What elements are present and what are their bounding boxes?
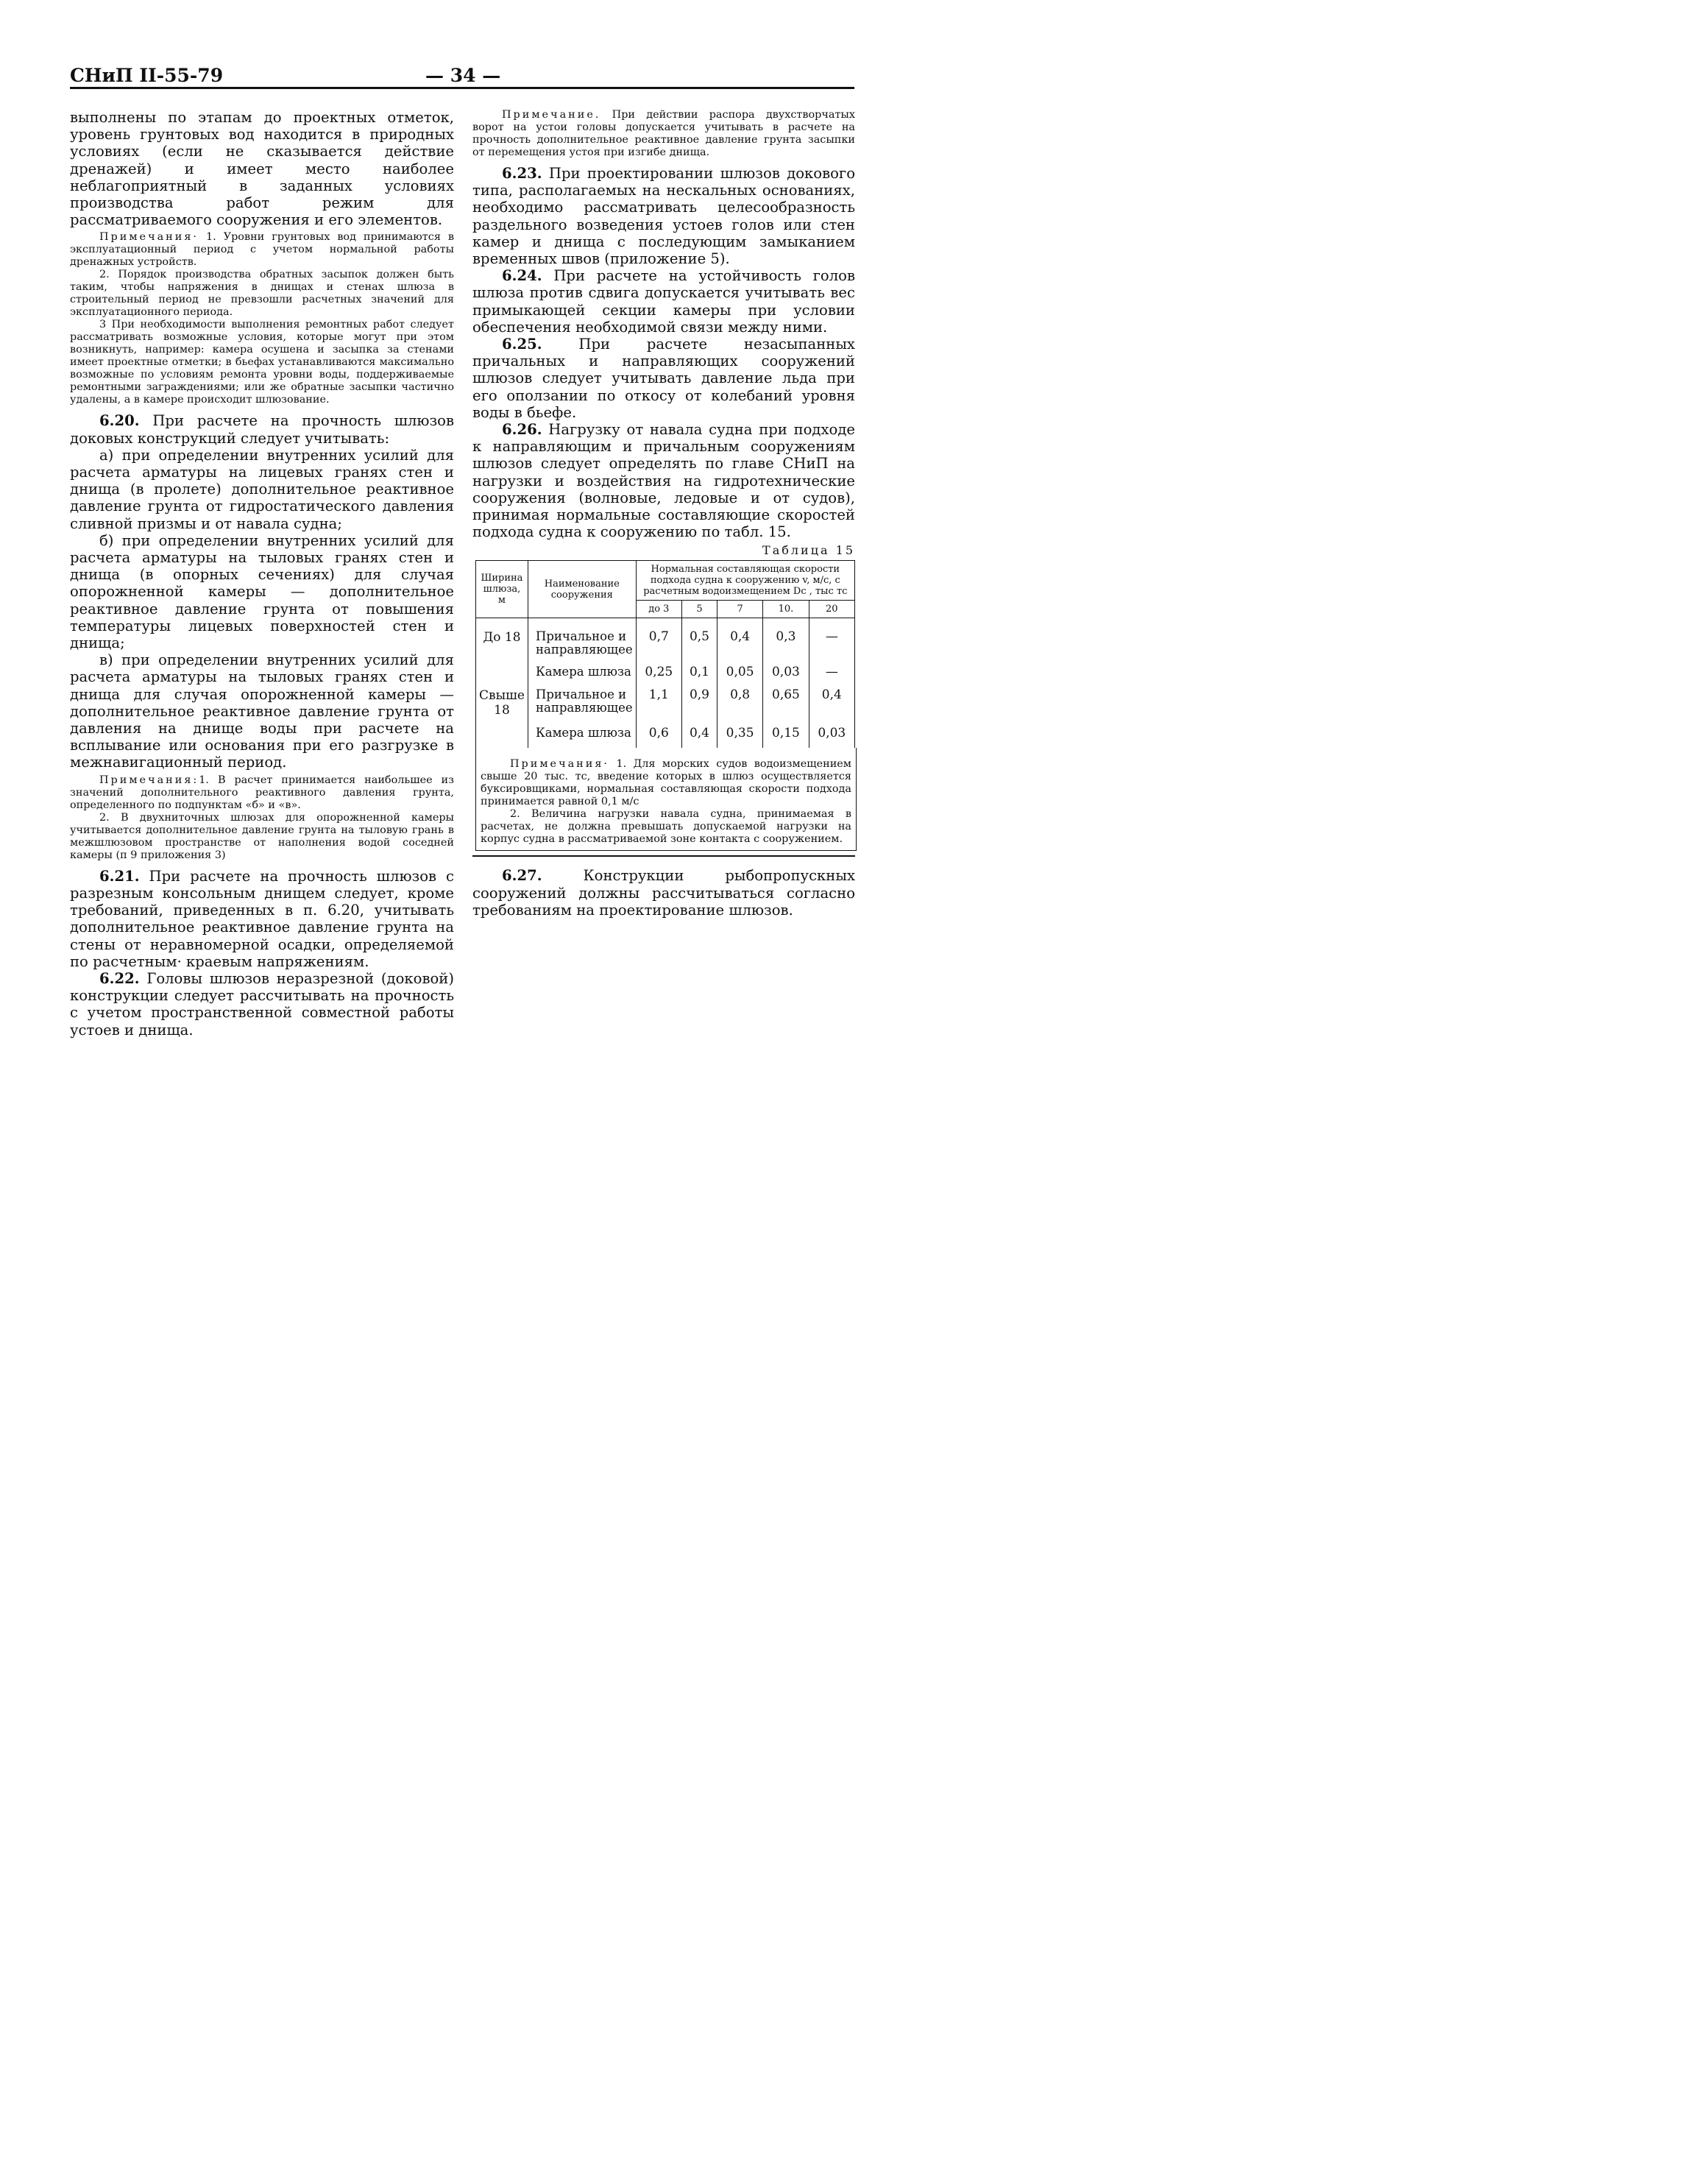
notes-block-1-item-3: 3 При необходимости выполнения ремонтных работ следует рассматривать возможные условия, которые могут при этом возникнуть, например: камера осушена и засыпка за стенами имеет проектные отметки; в бьефах устанавливаются максимально возможные по условиям ремонта уровни воды, поддерживаемые ремонтными заграждениями; или же обратные засыпки частично удалены, а в камере происходит шлюзование. <box>70 319 454 406</box>
doc-code: СНиП II-55-79 <box>70 65 224 86</box>
clause-text: При расчете на прочность шлюзов с разрезным консольным днищем следует, кроме требований, приведенных в п. 6.20, учитывать дополнительное реактивное давление грунта на стены от неравномерной осадки, определяемой по расчетным· краевым напряжениям. <box>70 867 455 970</box>
table-caption: Таблица 15 <box>762 543 855 558</box>
clause-text: При проектировании шлюзов докового типа, располагаемых на нескальных основаниях, необходимо рассматривать целесообразность раздельного возведения устоев голов или стен камер и днища с последующим замыканием временных швов (приложение 5). <box>472 165 855 268</box>
cell-value: 0,3 <box>763 618 809 662</box>
clause-number: 6.24. <box>502 267 542 285</box>
table-row <box>476 618 855 662</box>
header-speed: Нормальная составляющая скорости подхода судна к сооружению v, м/с, с расчетным водоизмещением Dc , тыс тс <box>636 561 854 601</box>
cell-value: — <box>809 618 854 662</box>
clause-text: Нагрузку от навала судна при подходе к направляющим и причальным сооружениям шлюзов следует определять по главе СНиП на нагрузки и воздействия на гидротехнические сооружения (волновые, ледовые и от судов), принимая нормальные составляющие скоростей подхода судна к сооружению по табл. 15. <box>472 421 855 541</box>
notes-label: Примечания· <box>510 758 609 771</box>
cell-name: Камера шлюза <box>528 661 636 684</box>
notes-block-1-item-1 <box>70 231 454 269</box>
clause-number: 6.21. <box>99 867 140 885</box>
table-bottom-rule <box>472 855 855 857</box>
cell-value: — <box>809 661 854 684</box>
header-width: Ширина шлюза, м <box>476 561 528 618</box>
cell-value: 0,4 <box>717 618 762 662</box>
clause-6-26 <box>472 421 855 540</box>
cell-value: 0,03 <box>763 661 809 684</box>
document-page <box>0 0 913 1154</box>
cell-value: 0,4 <box>809 684 854 722</box>
clause-6-20-b: б) при определении внутренних усилий для расчета арматуры на тыловых гранях стен и днища (в опорных сечениях) для случая опорожненной камеры — дополнительное реактивное давление грунта от повышения температуры лицевых поверхностей стен и днища; <box>70 531 454 652</box>
header-col-5: 20 <box>809 601 854 618</box>
cell-value: 0,05 <box>717 661 762 684</box>
cell-value: 1,1 <box>636 684 681 722</box>
note-text: 1. Уровни грунтовых вод принимаются в эксплуатационный период с учетом нормальной работы дренажных устройств. <box>70 231 454 269</box>
header-col-1: до 3 <box>636 601 681 618</box>
clause-number: 6.26. <box>502 421 542 439</box>
table-15 <box>475 560 855 748</box>
table-note-1 <box>481 758 851 808</box>
cell-width: Свыше 18 <box>476 684 528 722</box>
table-note-2: 2. Величина нагрузки навала судна, принимаемая в расчетах, не должна превышать допускаемой нагрузки на корпус судна в рассматриваемой зоне контакта с сооружением. <box>481 808 851 846</box>
cell-value: 0,25 <box>636 661 681 684</box>
cell-value: 0,1 <box>681 661 717 684</box>
note-top <box>472 109 855 159</box>
clause-6-20 <box>70 412 454 446</box>
right-column <box>472 109 855 919</box>
clause-text: При расчете на прочность шлюзов доковых конструкций следует учитывать: <box>70 412 455 447</box>
note-text: 1. Для морских судов водоизмещением свыше 20 тыс. тс, введение которых в шлюз осуществляется буксировщиками, нормальная составляющая скорости подхода принимается равной 0,1 м/с <box>481 758 851 808</box>
cell-value: 0,8 <box>717 684 762 722</box>
table-row <box>476 661 855 684</box>
clause-6-25 <box>472 336 855 421</box>
cell-name: Камера шлюза <box>528 722 636 748</box>
notes-block-1-item-2: 2. Порядок производства обратных засыпок должен быть таким, чтобы напряжения в днищах и стенах шлюза в строительный период не превзошли расчетных значений для эксплуатационного периода. <box>70 269 454 319</box>
clause-number: 6.25. <box>502 336 542 353</box>
notes-label: Примечания· <box>99 231 199 244</box>
cell-width: До 18 <box>476 618 528 662</box>
clause-text: При расчете незасыпанных причальных и направляющих сооружений шлюзов следует учитывать давление льда при его оползании по откосу от колебаний уровня воды в бьефе. <box>472 336 855 421</box>
header-col-2: 5 <box>681 601 717 618</box>
cell-value: 0,9 <box>681 684 717 722</box>
notes-block-2-item-1 <box>70 774 454 812</box>
cell-name: Причальное и направляющее <box>528 618 636 662</box>
cell-width <box>476 661 528 684</box>
clause-6-24 <box>472 267 855 336</box>
cell-value: 0,35 <box>717 722 762 748</box>
cell-value: 0,6 <box>636 722 681 748</box>
clause-6-21 <box>70 868 454 970</box>
clause-text: При расчете на устойчивость голов шлюза против сдвига допускается учитывать вес примыкающей секции камеры при условии обеспечения необходимой связи между ними. <box>472 267 855 336</box>
clause-number: 6.20. <box>99 412 140 430</box>
cell-name: Причальное и направляющее <box>528 684 636 722</box>
header-rule <box>70 87 854 89</box>
cell-value: 0,15 <box>763 722 809 748</box>
clause-6-27 <box>472 867 855 919</box>
clause-6-22 <box>70 970 454 1039</box>
clause-6-23 <box>472 165 855 267</box>
clause-6-20-c: в) при определении внутренних усилий для расчета арматуры на тыловых гранях стен и днища для случая опорожненной камеры — дополнительное реактивное давление грунта от давления на днище воды при расчете на всплывание или основания при его разгрузке в межнавигационный период. <box>70 651 454 771</box>
intro-paragraph: выполнены по этапам до проектных отметок, уровень грунтовых вод находится в природных условиях (если не сказывается действие дренажей) и имеет место наиболее неблагоприятный в заданных условиях производства работ режим для рассматриваемого сооружения и его элементов. <box>70 109 454 229</box>
cell-value: 0,65 <box>763 684 809 722</box>
clause-6-20-a: а) при определении внутренних усилий для расчета арматуры на лицевых гранях стен и днища (в пролете) дополнительное реактивное давление грунта от гидростатического давления сливной призмы и от навала судна; <box>70 446 454 532</box>
header-col-3: 7 <box>717 601 762 618</box>
header-name: Наименование сооружения <box>528 561 636 618</box>
clause-text: Головы шлюзов неразрезной (доковой) конструкции следует рассчитывать на прочность с учетом пространственной совместной работы устоев и днища. <box>70 969 454 1039</box>
notes-block-2-item-2: 2. В двухниточных шлюзах для опорожненной камеры учитывается дополнительное давление грунта на тыловую грань в межшлюзовом пространстве от наполнения водой соседней камеры (п 9 приложения 3) <box>70 811 454 861</box>
table-notes <box>475 748 857 851</box>
table-row <box>476 684 855 722</box>
notes-label: Примечания: <box>99 774 199 786</box>
cell-value: 0,03 <box>809 722 854 748</box>
cell-value: 0,4 <box>681 722 717 748</box>
note-text: При действии распора двухстворчатых ворот на устои головы допускается учитывать в расчете на прочность дополнительное реактивное давление грунта засыпки от перемещения устоя при изгибе днища. <box>472 109 855 158</box>
note-label: Примечание. <box>502 109 601 121</box>
clause-number: 6.23. <box>502 165 542 182</box>
left-column <box>70 109 454 1039</box>
cell-value: 0,5 <box>681 618 717 662</box>
cell-value: 0,7 <box>636 618 681 662</box>
note-text: 1. В расчет принимается наибольшее из значений дополнительного реактивного давления грунта, определенного по подпунктам «б» и «в». <box>70 774 454 811</box>
clause-text: Конструкции рыбопропускных сооружений должны рассчитываться согласно требованиям на проектирование шлюзов. <box>472 867 855 919</box>
cell-width <box>476 722 528 748</box>
table-row <box>476 722 855 748</box>
clause-number: 6.27. <box>502 867 542 885</box>
clause-number: 6.22. <box>99 969 140 987</box>
header-col-4: 10. <box>763 601 809 618</box>
page-number: — 34 — <box>425 65 501 86</box>
